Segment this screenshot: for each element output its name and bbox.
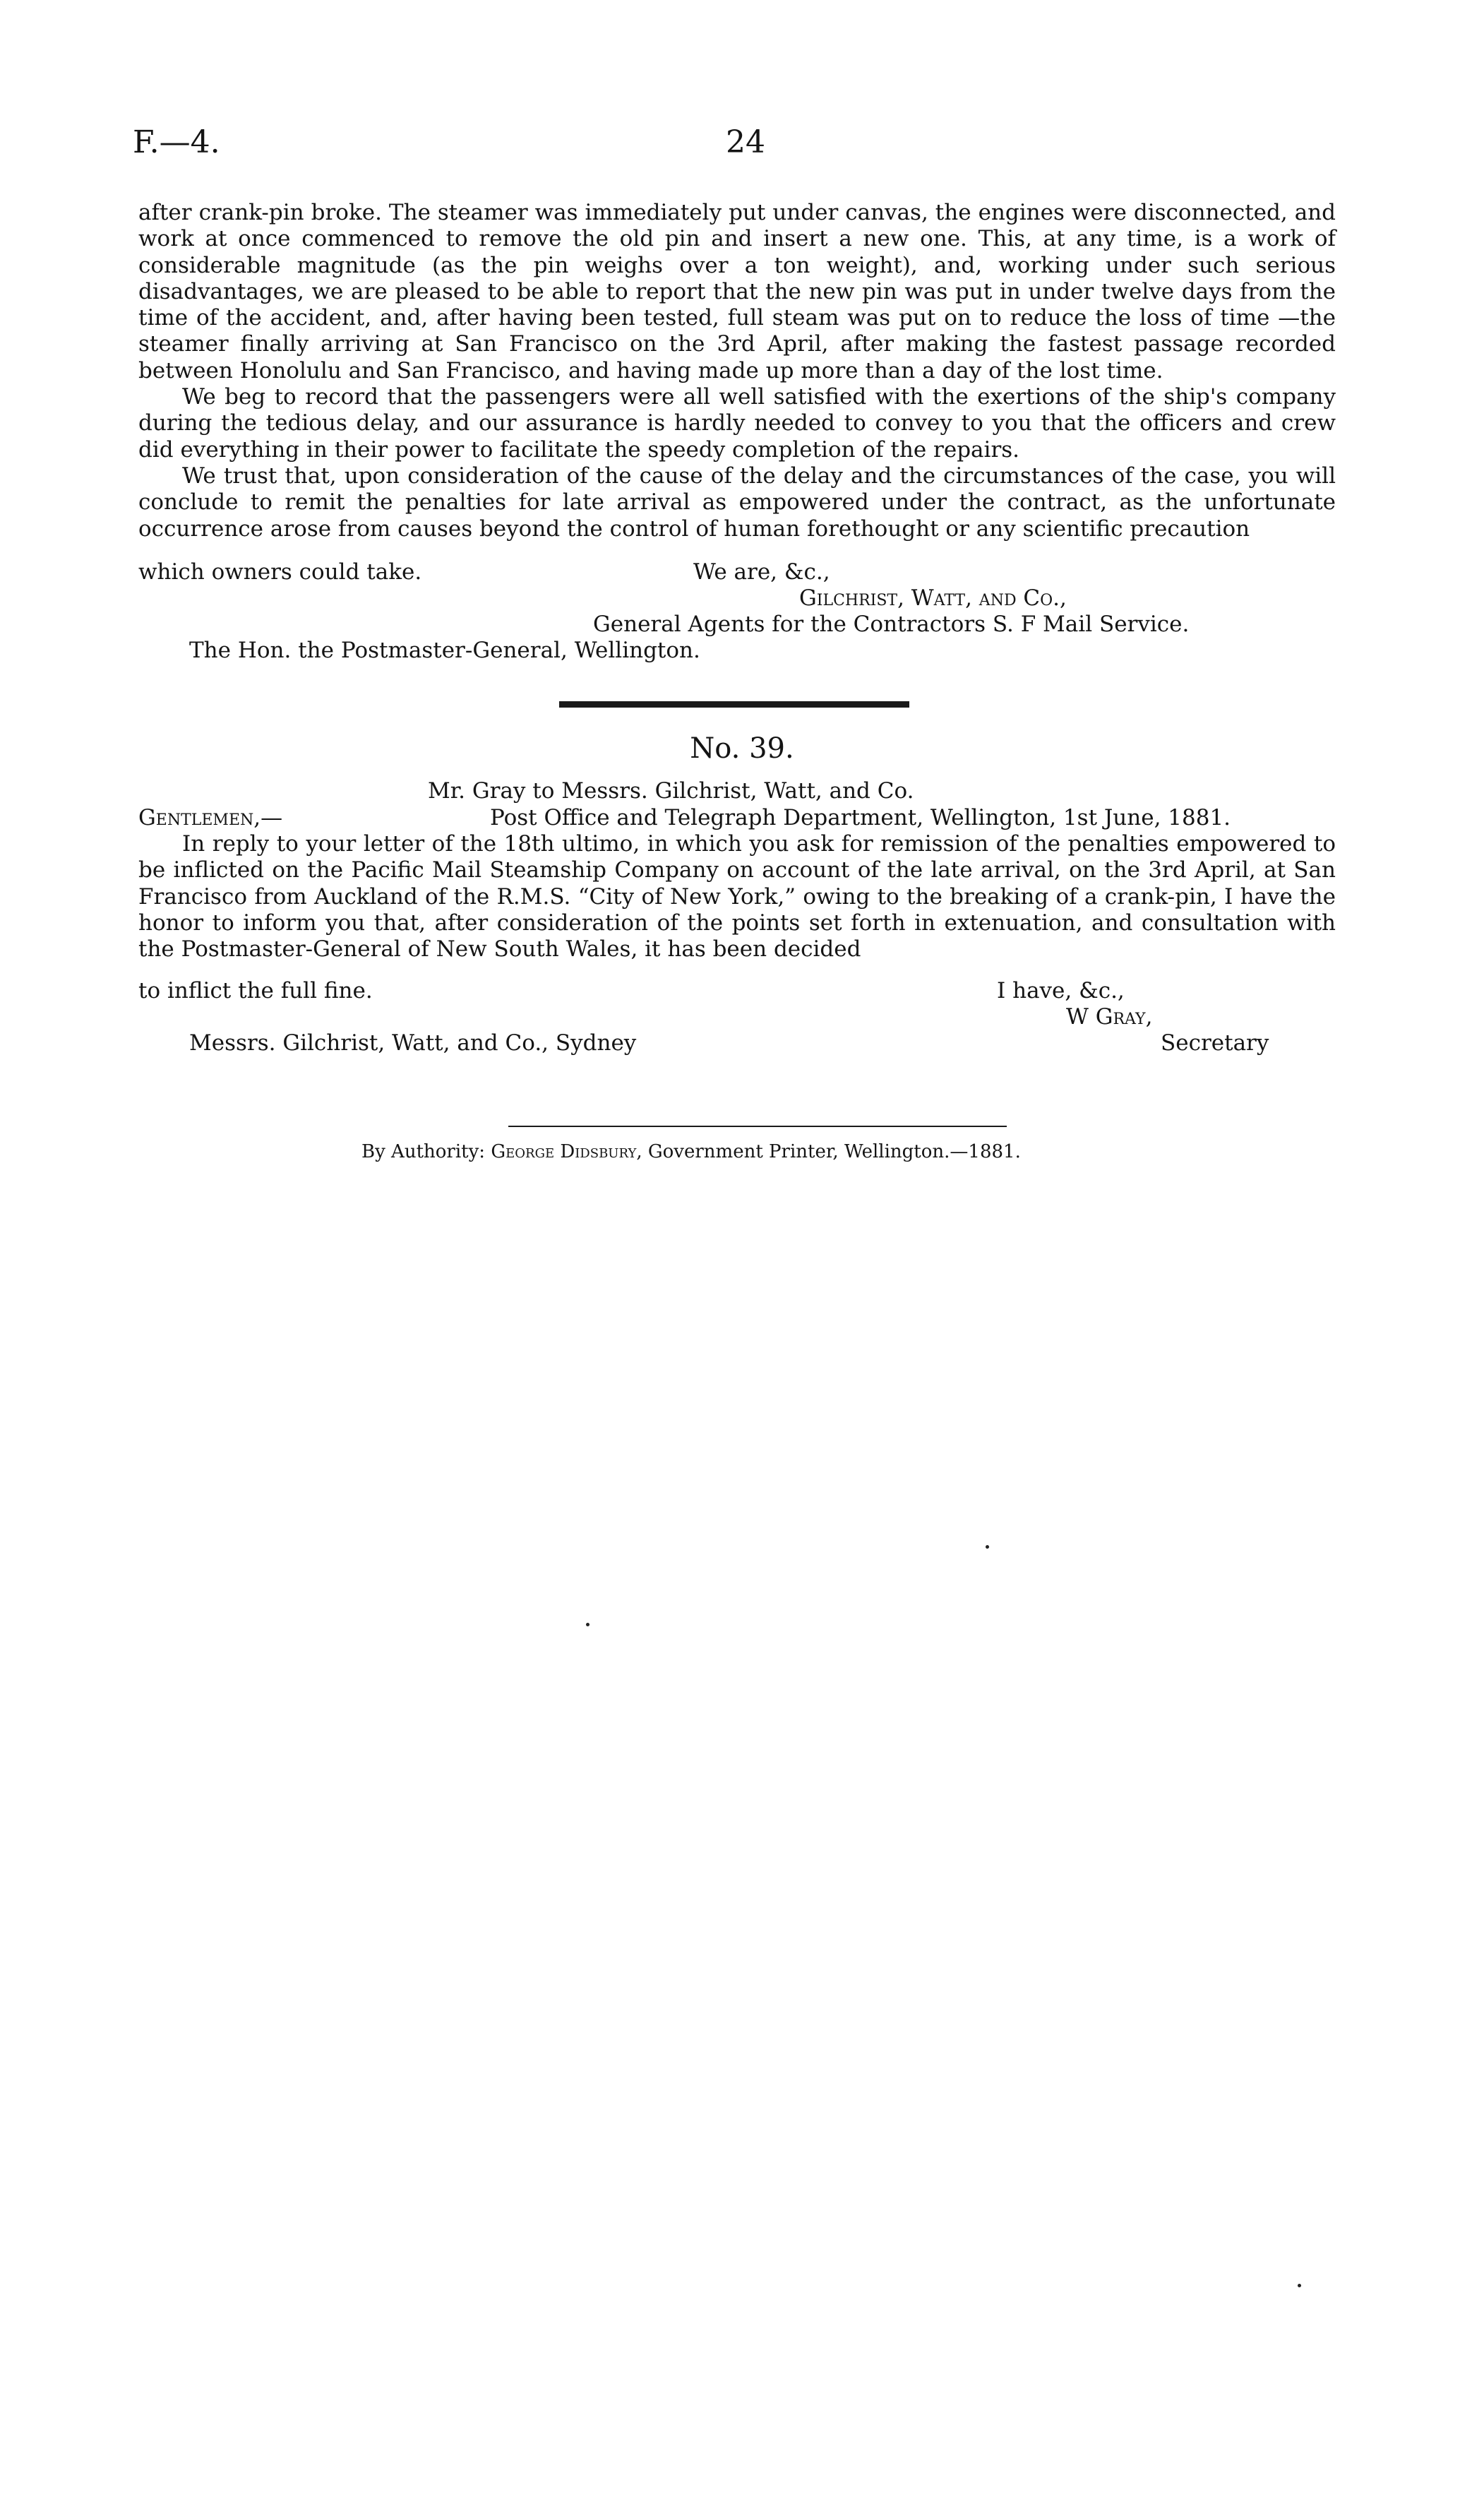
letter2-addressee: Messrs. Gilchrist, Watt, and Co., Sydney [189,1030,637,1056]
imprint-printer-name: George Didsbury, [491,1141,642,1162]
letter1-paragraph-1: after crank-pin broke. The steamer was immediately put under canvas, the engines were disconnected, and work at once commenced to remove the old pin and insert a new one. This, at any time, is a work of considerable magnitude (as the pin weighs over a ton weight), and, working under such serious disadvantages, we are pleased to be able to report that the new pin was put in under twelve days from the time of the accident, and, after having been tested, full steam was put on to reduce the loss of time —the steamer finally arriving at San Francisco on the 3rd April, after making the fastest passage recorded between Honolulu and San Francisco, and having made up more than a day of the lost time. [138,200,1336,383]
letter2-closing: I have, &c., [997,978,1125,1003]
letter1-paragraph-3: We trust that, upon consideration of the cause of the delay and the circumstances of the case, you will conclude to remit the penalties for late arrival as empowered under the contract, as the unfortunate occurrence arose from causes beyond the control of human forethought or any scientific precaution [138,463,1336,542]
letter2-body [138,831,1336,963]
scan-speck [586,1623,590,1626]
footer-rule [508,1126,1007,1127]
letter1-signature-title: General Agents for the Contractors S. F Mail Service. [593,612,1190,637]
printer-imprint [361,1141,1021,1162]
letter1-signature: Gilchrist, Watt, and Co., [799,585,1067,611]
imprint-suffix: Government Printer, Wellington.—1881. [647,1141,1021,1162]
letter1-body [138,200,1336,542]
scan-speck [986,1545,989,1549]
letter1-closing: We are, &c., [693,559,830,585]
imprint-prefix: By Authority: [361,1141,486,1162]
letter1-last-line: which owners could take. [138,559,422,585]
letter2-signature: W Gray, [1066,1004,1153,1030]
letter2-route-heading [428,778,914,804]
letter1-paragraph-2: We beg to record that the passengers were all well satisfied with the exertions of the ship's company during the tedious delay, and our assurance is hardly needed to convey to you that the officers and crew did everything in their power to facilitate the speedy completion of the repairs. [138,384,1336,463]
letter2-route: Mr. Gray to Messrs. Gilchrist, Watt, and Co. [428,778,914,804]
document-number-heading: No. 39. [690,732,794,765]
page-identifier: F.—4. [133,124,220,160]
scan-speck [1298,2284,1301,2287]
letter2-paragraph: In reply to your letter of the 18th ultimo, in which you ask for remission of the penalties empowered to be inflicted on the Pacific Mail Steamship Company on account of the late arrival, on the 3rd April, at San Francisco from Auckland of the R.M.S. “City of New York,” owing to the breaking of a crank-pin, I have the honor to inform you that, after consideration of the points set forth in extenuation, and consultation with the Postmaster-General of New South Wales, it has been decided [138,831,1336,963]
letter2-salutation: Gentlemen,— [138,805,283,830]
letter2-place-date: Post Office and Telegraph Department, Wellington, 1st June, 1881. [490,805,1231,830]
section-divider [559,701,909,708]
letter1-addressee: The Hon. the Postmaster-General, Wellington. [189,638,700,663]
page-number: 24 [726,124,765,160]
letter2-last-line: to inflict the full fine. [138,978,373,1003]
letter2-signature-title: Secretary [1161,1030,1269,1056]
